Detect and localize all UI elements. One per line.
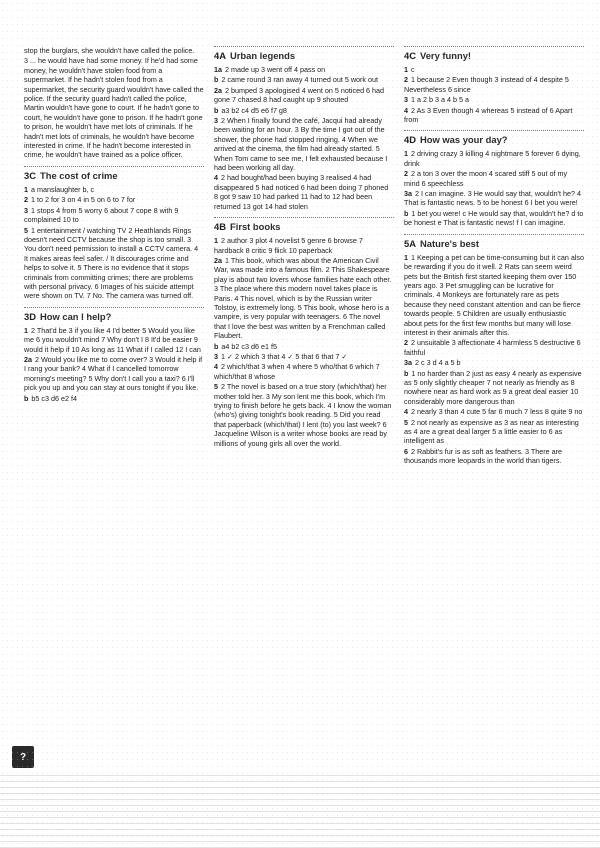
item-number: 1 (214, 236, 218, 246)
item-number: 1 (24, 184, 28, 194)
column-middle (214, 46, 394, 449)
item-number: 2a (214, 85, 222, 95)
item-text: 2 which/that 3 when 4 where 5 who/that 6 which 7 which/that 8 whose (214, 362, 380, 381)
section-heading-3c (24, 166, 204, 182)
answer-item (214, 362, 394, 381)
item-text: 2 a ton 3 over the moon 4 scared stiff 5 out of my mind 6 speechless (404, 169, 568, 188)
item-number: b (214, 341, 219, 351)
item-text: 1 ✓ 2 which 3 that 4 ✓ 5 that 6 that 7 ✓ (221, 351, 348, 361)
section-title: The cost of crime (39, 169, 118, 181)
item-text: 2 came round 3 ran away 4 turned out 5 work out (221, 75, 379, 85)
item-text: 1 bet you were! c He would say that, wouldn't he? d to be honest e That is fantastic news! f I can imagine. (404, 208, 584, 228)
paragraph-text: stop the burglars, she wouldn't have called the police. (24, 46, 195, 55)
item-text: 2 had bought/had been buying 3 realised 4 had disappeared 5 had noticed 6 had been doing 7 phoned 8 got 9 saw 10 had parked 11 had to 12 had been returned 13 got 14 had stolen (214, 173, 389, 211)
answer-item (24, 185, 204, 194)
section-title: Nature's best (419, 237, 480, 249)
item-text: c (411, 65, 415, 74)
answer-item (404, 418, 584, 446)
section-heading-4a (214, 46, 394, 62)
answer-item (214, 342, 394, 351)
answer-item (214, 173, 394, 211)
page-number-badge (12, 746, 34, 768)
item-text: 2 The novel is based on a true story (which/that) her mother told her. 3 My son lent me this book, which I'm trying to finish before he gets back. 4 I know the woman (who's) giving tonight's book reading. 5 Did you read that paperback (which/that) I lent (to) you last week? 6 Jacqueline Wilson is a writer whose books are read by millions of young girls all over the world. (214, 382, 392, 448)
item-number: 5 (24, 225, 28, 235)
item-number: 5 (214, 382, 218, 392)
intro-continued-1 (24, 46, 204, 55)
item-number: 4 (214, 173, 218, 183)
item-number: 3a (404, 189, 412, 199)
item-number: 2 (404, 338, 408, 348)
section-title: How was your day? (419, 134, 508, 146)
answer-item (404, 358, 584, 367)
item-text: 2 That'd be 3 if you like 4 I'd better 5 Would you like me 6 you wouldn't mind 7 Why don't I 8 It'd be easier 9 would it help if 10 As long as 11 What if I called 12 I can (24, 325, 201, 354)
answer-item (24, 394, 204, 403)
item-text: a manslaughter b, c (31, 184, 95, 194)
answer-item (214, 236, 394, 255)
section-heading-4d (404, 130, 584, 146)
item-number: 3 (214, 116, 218, 126)
answer-item (404, 149, 584, 168)
answer-item (404, 189, 584, 208)
item-text: 2 As 3 Even though 4 whereas 5 instead of 6 Apart from (404, 105, 573, 125)
item-text: 2 When I finally found the café, Jacqui had already been waiting for an hour. 3 By the time I got out of the shower, the phone had stopped ringing. 4 When we arrived at the cinema, the film had already started. 5 When Tom came to see me, I felt exhausted because I had been working all day. (214, 116, 388, 173)
item-number: 3 (214, 351, 218, 361)
answer-item (214, 116, 394, 172)
item-number: 1 (24, 325, 28, 335)
section-code: 4B (214, 221, 226, 233)
item-text: 1 because 2 Even though 3 instead of 4 despite 5 Nevertheless 6 since (404, 75, 569, 94)
scan-noise-band (0, 770, 600, 848)
answer-item (404, 169, 584, 188)
item-number: 3a (404, 358, 412, 368)
item-text: 2 driving crazy 3 killing 4 nightmare 5 forever 6 dying, drink (404, 149, 581, 168)
answer-item (24, 326, 204, 354)
item-number: 2 (24, 195, 28, 205)
section-heading-3d (24, 307, 204, 323)
answer-item (24, 226, 204, 301)
section-code: 3C (24, 169, 36, 181)
column-right (404, 46, 584, 467)
section-code: 4A (214, 50, 226, 61)
item-number: 5 (404, 417, 408, 427)
item-number: 2 (404, 75, 408, 85)
item-number: 1 (404, 149, 408, 159)
item-number: 1 (404, 65, 408, 74)
answer-item (404, 209, 584, 228)
item-text: a3 b2 c4 d5 e6 f7 g8 (221, 105, 287, 115)
item-number: 1a (214, 65, 222, 74)
section-title: First books (229, 221, 281, 233)
section-heading-4c (404, 46, 584, 62)
section-heading-4b (214, 217, 394, 233)
answer-item (404, 407, 584, 416)
answer-item (214, 65, 394, 74)
section-heading-5a (404, 234, 584, 250)
paragraph-text: 3 ... he would have had some money. If he'd had some money, he wouldn't have stolen food from a supermarket. If he hadn't stolen food from a supermarket, the security guard wouldn't have called the police. If the security guard hadn't called the police, Martin wouldn't have gone to court. If he hadn't gone to court, he wouldn't have gone to prison. If he hadn't gone to prison, he wouldn't have met lots of criminals. If he hadn't met lots of criminals, he wouldn't have become interested in crime. If he hadn't become interested in crime, he wouldn't have trained as a police officer. (24, 56, 204, 160)
item-text: 1 to 2 for 3 on 4 in 5 on 6 to 7 for (31, 195, 136, 205)
answer-item (24, 206, 204, 225)
answer-item (404, 65, 584, 74)
item-text: 2 Would you like me to come over? 3 Would it help if I rang your bank? 4 What if I cancelled tomorrow morning's meeting? 5 Why don't I call you a taxi? 6 I'll pick you up and you can stay at ours tonight if you like. (24, 354, 203, 393)
answer-item (214, 256, 394, 341)
item-text: 2 author 3 plot 4 novelist 5 genre 6 browse 7 hardback 8 critic 9 flick 10 paperback (214, 236, 363, 255)
item-text: 2 Rabbit's fur is as soft as feathers. 3 There are thousands more leopards in the world than tigers. (404, 446, 563, 466)
item-text: 1 stops 4 from 5 worry 6 about 7 cope 8 with 9 complained 10 to (24, 205, 179, 225)
item-number: b (214, 75, 219, 85)
section-code: 4D (404, 134, 416, 146)
item-number: b (404, 368, 409, 378)
page-number: ? (19, 751, 27, 763)
answer-item (404, 447, 584, 466)
item-text: 2 nearly 3 than 4 cute 5 far 6 much 7 less 8 quite 9 no (411, 407, 583, 417)
item-number: 2a (214, 255, 222, 265)
answer-item (404, 338, 584, 357)
answer-item (214, 86, 394, 105)
answer-item (214, 75, 394, 84)
item-number: 1 (404, 252, 408, 262)
intro-continued-2 (24, 56, 204, 159)
item-text: 2 c 3 d 4 a 5 b (415, 358, 461, 368)
item-number: 4 (404, 407, 408, 417)
item-number: 4 (404, 105, 408, 115)
answer-item (214, 382, 394, 448)
item-number: 2 (404, 169, 408, 179)
answer-item (404, 369, 584, 407)
section-code: 4C (404, 50, 416, 61)
answer-item (404, 75, 584, 94)
item-text: b5 c3 d6 e2 f4 (31, 393, 77, 403)
item-text: 2 not nearly as expensive as 3 as near as interesting as 4 are a great deal larger 5 a little easier to 6 as intelligent as (404, 417, 579, 446)
section-title: Very funny! (419, 50, 472, 61)
item-text: 1 entertainment / watching TV 2 Heathlands Rings doesn't need CCTV because the shop is too small. 3 You don't need permission to install a CCTV camera. 4 It makes areas feel safer. / It discourages crime and helps to solve it. 5 There is no evidence that it stops criminals from committing crimes; there are problems with personal privacy. 6 Images of his suicide attempt were shown on TV. 7 No. The camera was turned off. (24, 225, 199, 301)
item-number: b (24, 393, 29, 403)
answer-item (214, 352, 394, 361)
section-code: 3D (24, 310, 36, 322)
item-number: 2a (24, 354, 32, 364)
column-left (24, 46, 204, 404)
item-number: 3 (24, 205, 28, 215)
item-number: b (404, 208, 409, 218)
item-text: 2 made up 3 went off 4 pass on (225, 65, 326, 74)
item-text: a4 b2 c3 d6 e1 f5 (221, 341, 277, 351)
answer-item (404, 95, 584, 104)
item-number: 6 (404, 446, 408, 456)
item-number: b (214, 105, 219, 115)
item-text: 2 I can imagine. 3 He would say that, wouldn't he? 4 That is fantastic news. 5 to be honest 6 I bet you were! (404, 189, 581, 208)
item-text: 1 no harder than 2 just as easy 4 nearly as expensive as 5 only slightly cheaper 7 not nearly as friendly as 8 nowhere near as hard work as 9 a great deal easier 10 considerably more dangerous than (404, 368, 582, 406)
section-code: 5A (404, 237, 416, 249)
section-title: How can I help? (39, 310, 112, 322)
answer-item (24, 355, 204, 393)
item-text: 2 unsuitable 3 affectionate 4 harmless 5 destructive 6 faithful (404, 338, 581, 357)
item-text: 1 Keeping a pet can be time-consuming but it can also be rewarding if you do it well. 2 Rats can seem weird pets but the British first started keeping them over 150 years ago. 3 Pet smuggling can be lucrative for criminals. 4 Monkeys are fortunately rare as pets because they need constant attention and can be fierce towards people. 5 Children are usually enthusiastic about pets for the first few months but many will lose interest in their animals after this. (404, 252, 585, 337)
item-text: 1 This book, which was about the American Civil War, was made into a famous film. 2 This Shakespeare play is about two lovers whose families hate each other. 3 The place where this modern novel takes place is Paris. 4 This novel, which is by the Russian writer Tolstoy, is extremely long. 5 This book, whose hero is a vampire, is very popular with teenagers. 6 The novel that I love the best was written by a Frenchman called Flaubert. (214, 255, 392, 341)
answer-item (24, 195, 204, 204)
item-number: 3 (404, 95, 408, 105)
answer-item (404, 106, 584, 125)
section-title: Urban legends (229, 50, 296, 61)
answer-item (214, 106, 394, 115)
item-text: 2 bumped 3 apologised 4 went on 5 noticed 6 had gone 7 chased 8 had caught up 9 shouted (214, 85, 385, 105)
item-number: 4 (214, 362, 218, 372)
item-text: 1 a 2 b 3 a 4 b 5 a (411, 95, 469, 105)
answer-item (404, 253, 584, 338)
